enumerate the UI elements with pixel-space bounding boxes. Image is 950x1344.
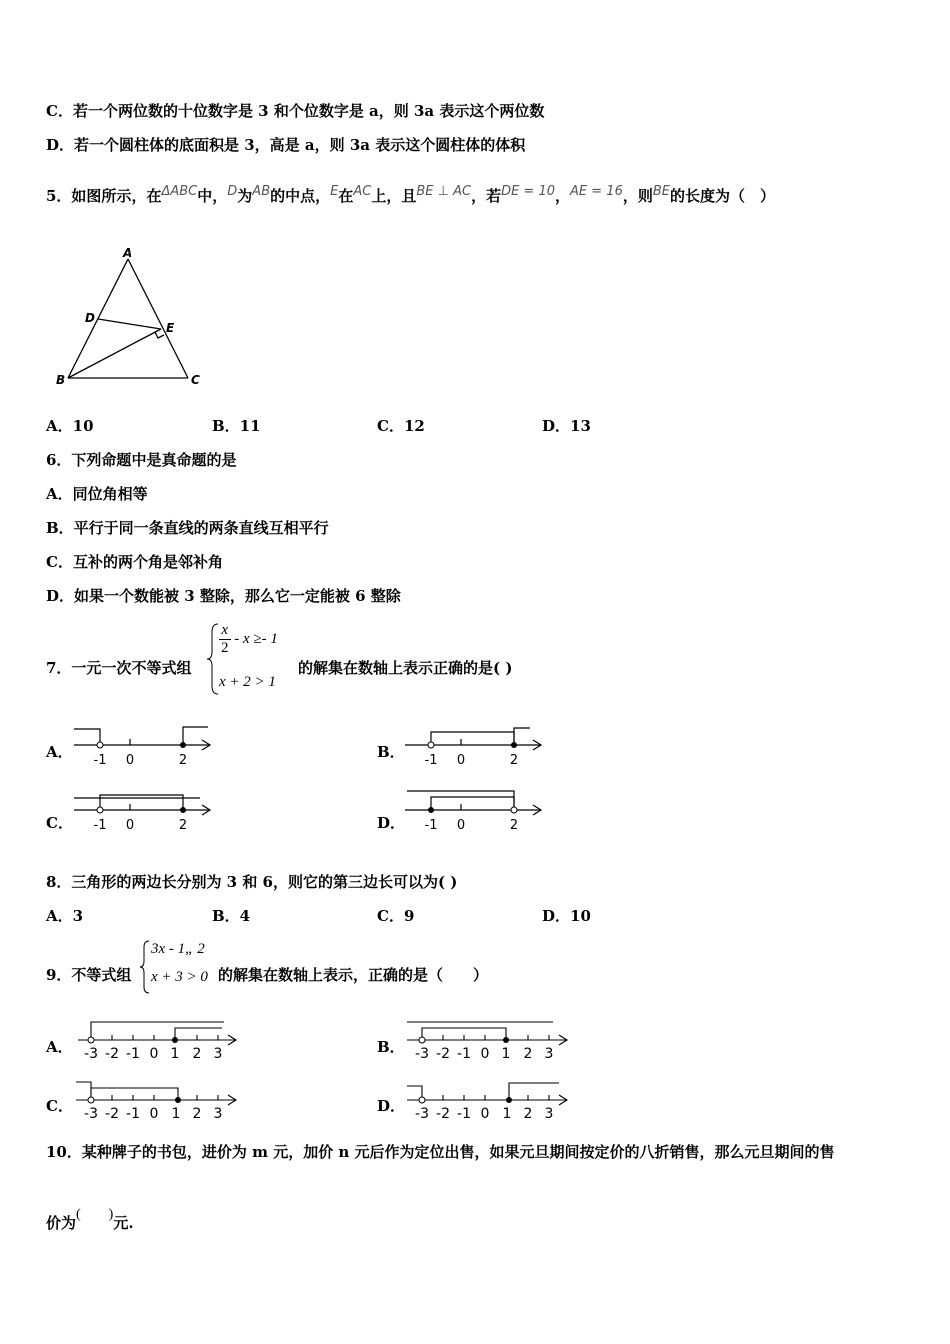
tick-label: -1 — [424, 818, 438, 833]
q5-math-e: E — [330, 184, 339, 199]
tick-label: 0 — [480, 1106, 490, 1122]
filled-dot — [180, 742, 186, 748]
label-e: E — [166, 321, 175, 335]
filled-dot — [175, 1097, 181, 1103]
tick-label: 1 — [170, 1046, 180, 1062]
q5-text: 在 — [338, 187, 354, 205]
tick-label: 0 — [480, 1046, 490, 1062]
tick-label: 2 — [178, 753, 188, 768]
q9-brace — [139, 939, 151, 995]
tick-label: 2 — [178, 818, 188, 833]
label-a: A — [123, 246, 133, 260]
tick-label: -1 — [93, 753, 107, 768]
tick-label: -1 — [126, 1106, 140, 1122]
q10-prefix: 价为 — [46, 1214, 77, 1232]
filled-dot — [428, 807, 434, 813]
tick-label: -2 — [105, 1106, 119, 1122]
q10-line2 — [46, 1205, 134, 1233]
q4-option-d: D．若一个圆柱体的底面积是 3，高是 a，则 3a 表示这个圆柱体的体积 — [46, 136, 526, 154]
q9-number-line-d — [403, 1076, 573, 1122]
filled-dot — [511, 742, 517, 748]
tick-label: 2 — [523, 1106, 533, 1122]
q5-math-ac: AC — [353, 184, 372, 199]
q6-option-a: A．同位角相等 — [46, 485, 148, 503]
tick-label: 3 — [544, 1046, 554, 1062]
tick-label: -3 — [415, 1106, 429, 1122]
tick-label: -2 — [436, 1106, 450, 1122]
q7-system-line1 — [219, 622, 278, 657]
q7-suffix: 的解集在数轴上表示正确的是( ) — [298, 659, 513, 677]
q5-math-d: D — [227, 184, 238, 199]
tick-label: 0 — [125, 753, 135, 768]
q9-option-d-letter: D． — [377, 1097, 406, 1115]
tick-label: 0 — [125, 818, 135, 833]
q5-text: 中， — [197, 187, 228, 205]
q9-option-c-letter: C． — [46, 1097, 73, 1115]
q7-number-line-b — [403, 722, 548, 768]
tick-label: -1 — [93, 818, 107, 833]
q5-text: 为 — [237, 187, 253, 205]
open-dot — [511, 807, 517, 813]
tick-label: 3 — [213, 1046, 223, 1062]
q5-option-c: C．12 — [377, 417, 425, 435]
tick-label: -1 — [457, 1046, 471, 1062]
label-c: C — [191, 373, 200, 387]
tick-label: -1 — [424, 753, 438, 768]
q6-option-c: C．互补的两个角是邻补角 — [46, 553, 223, 571]
tick-label: -3 — [415, 1046, 429, 1062]
q5-math-triangle: ΔABC — [161, 184, 198, 199]
open-dot — [88, 1037, 94, 1043]
tick-label: 2 — [509, 753, 519, 768]
tick-label: 0 — [456, 753, 466, 768]
q7-fraction — [219, 622, 231, 657]
label-d: D — [85, 311, 95, 325]
tick-label: 3 — [544, 1106, 554, 1122]
q7-option-d-letter: D． — [377, 814, 406, 832]
q5-math-perp: BE ⊥ AC — [416, 184, 472, 199]
tick-label: -1 — [126, 1046, 140, 1062]
q8-option-a: A．3 — [46, 907, 84, 925]
tick-label: 2 — [192, 1106, 202, 1122]
tick-label: -3 — [84, 1046, 98, 1062]
q5-math-be: BE — [652, 184, 670, 199]
q4-option-c: C．若一个两位数的十位数字是 3 和个位数字是 a，则 3a 表示这个两位数 — [46, 102, 545, 120]
q9-prefix: 9．不等式组 — [46, 966, 132, 984]
filled-dot — [506, 1097, 512, 1103]
tick-label: 2 — [192, 1046, 202, 1062]
q7-fraction-den: 2 — [221, 640, 229, 656]
open-dot — [419, 1097, 425, 1103]
q9-number-line-b — [403, 1016, 573, 1062]
q5-option-b: B．11 — [212, 417, 261, 435]
q5-text: 的中点， — [270, 187, 331, 205]
q5-option-d: D．13 — [542, 417, 591, 435]
open-dot — [88, 1097, 94, 1103]
q5-text: ，则 — [622, 187, 653, 205]
open-dot — [419, 1037, 425, 1043]
q8-option-c: C．9 — [377, 907, 415, 925]
tick-label: 1 — [501, 1046, 511, 1062]
right-angle-mark — [155, 332, 164, 338]
q7-option-b-letter: B． — [377, 743, 405, 761]
q5-text: ，若 — [471, 187, 502, 205]
tick-label: 0 — [149, 1046, 159, 1062]
q5-math-ae: AE = 16 — [570, 184, 623, 199]
q7-option-a-letter: A． — [46, 743, 73, 761]
q7-fraction-num: x — [221, 622, 229, 638]
open-dot — [97, 742, 103, 748]
tick-label: 2 — [509, 818, 519, 833]
q5-triangle-figure — [50, 245, 210, 390]
segment-de — [98, 319, 161, 329]
q10-line1: 10．某种牌子的书包，进价为 m 元，加价 n 元后作为定位出售，如果元旦期间按定价的八折销售，那么元旦期间的售 — [46, 1143, 835, 1161]
tick-label: -1 — [457, 1106, 471, 1122]
q7-number-line-a — [72, 722, 217, 768]
tick-label: -2 — [105, 1046, 119, 1062]
edge-ac — [128, 259, 188, 378]
tick-label: 0 — [456, 818, 466, 833]
tick-label: 1 — [171, 1106, 181, 1122]
q10-answer-blank: ( ) — [76, 1207, 114, 1222]
q7-number-line-d — [403, 787, 548, 833]
q7-number-line-c — [72, 787, 217, 833]
q9-system-line2: x + 3 > 0 — [151, 969, 208, 985]
q9-option-a-letter: A． — [46, 1038, 73, 1056]
filled-dot — [503, 1037, 509, 1043]
q6-stem: 6．下列命题中是真命题的是 — [46, 451, 237, 469]
q9-suffix: 的解集在数轴上表示，正确的是（ ） — [218, 966, 489, 984]
q8-option-b: B．4 — [212, 907, 251, 925]
q7-prefix: 7．一元一次不等式组 — [46, 659, 192, 677]
q7-system-line2: x + 2 > 1 — [219, 674, 276, 690]
q7-option-c-letter: C． — [46, 814, 73, 832]
q5-math-de: DE = 10 — [501, 184, 556, 199]
q9-number-line-a — [72, 1016, 242, 1062]
q5-text: 上，且 — [371, 187, 417, 205]
filled-dot — [180, 807, 186, 813]
filled-dot — [172, 1037, 178, 1043]
tick-label: -3 — [84, 1106, 98, 1122]
q6-option-d: D．如果一个数能被 3 整除，那么它一定能被 6 整除 — [46, 587, 401, 605]
q8-option-d: D．10 — [542, 907, 591, 925]
q5-text: 5．如图所示，在 — [46, 187, 162, 205]
q6-option-b: B．平行于同一条直线的两条直线互相平行 — [46, 519, 329, 537]
tick-label: -2 — [436, 1046, 450, 1062]
q8-stem: 8．三角形的两边长分别为 3 和 6，则它的第三边长可以为( ) — [46, 873, 458, 891]
tick-label: 3 — [213, 1106, 223, 1122]
q10-suffix: 元. — [113, 1214, 134, 1232]
q5-math-ab: AB — [252, 184, 271, 199]
q7-brace — [206, 622, 220, 696]
open-dot — [97, 807, 103, 813]
q9-number-line-c — [72, 1076, 242, 1122]
label-b: B — [56, 373, 66, 387]
q5-stem — [46, 182, 775, 206]
tick-label: 2 — [523, 1046, 533, 1062]
edge-ab — [68, 259, 128, 378]
q5-option-a: A．10 — [46, 417, 94, 435]
q5-text: 的长度为（ ） — [670, 187, 776, 205]
tick-label: 0 — [149, 1106, 159, 1122]
q9-system-line1: 3x - 1„ 2 — [151, 941, 205, 957]
q5-text: ， — [555, 187, 571, 205]
segment-be — [68, 329, 161, 378]
q7-ineq1-rest: - x ≥- 1 — [234, 631, 278, 647]
open-dot — [428, 742, 434, 748]
tick-label: 1 — [502, 1106, 512, 1122]
q9-option-b-letter: B． — [377, 1038, 405, 1056]
